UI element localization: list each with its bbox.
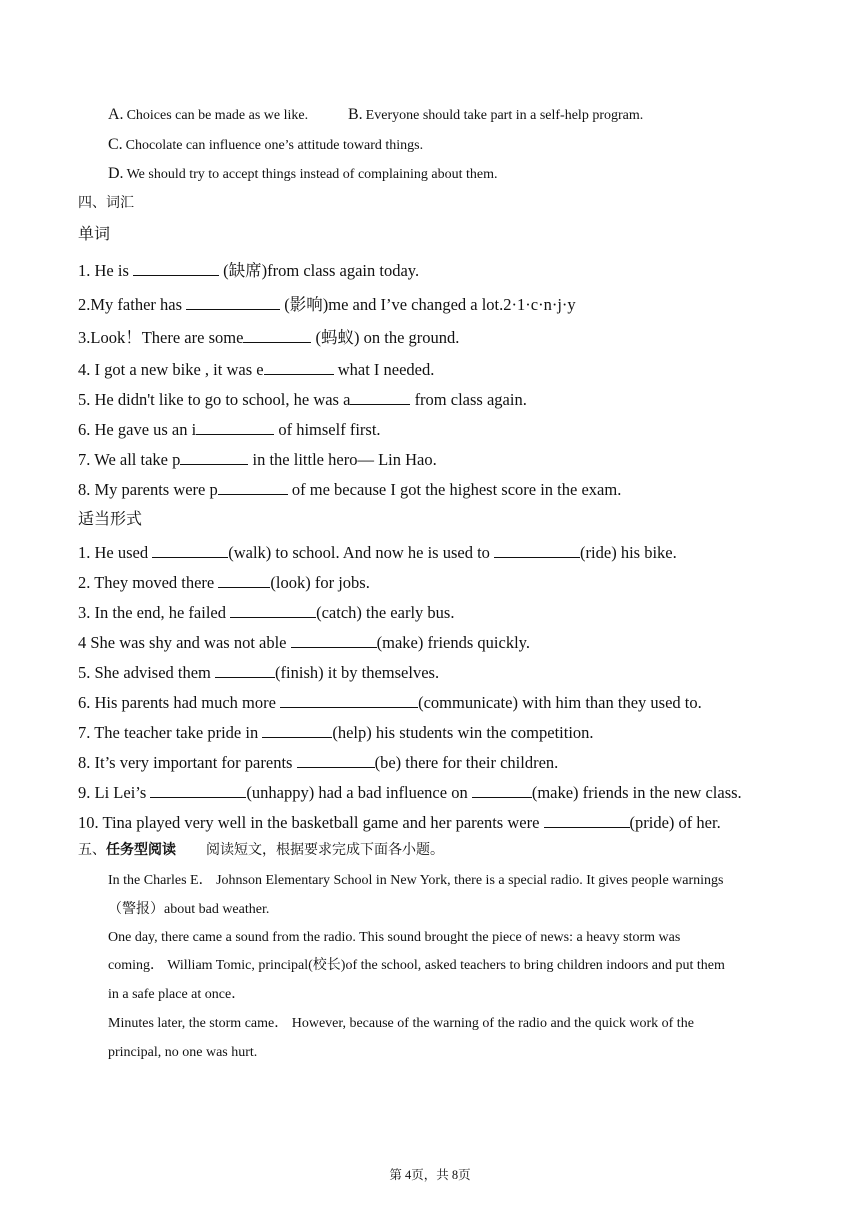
word-item-1: 1. He is (缺席)from class again today. [78, 261, 420, 280]
form-item-5: 5. She advised them (finish) it by themselves. [78, 663, 440, 682]
form-item-4: 4 She was shy and was not able (make) friends quickly. [78, 633, 530, 652]
answer-blank[interactable] [218, 573, 270, 588]
form-item-8: 8. It’s very important for parents (be) there for their children. [78, 753, 559, 772]
option-b-label: B. [348, 106, 363, 123]
passage-line-2: （警报）about bad weather. [108, 902, 270, 917]
section-5-heading [78, 843, 444, 857]
passage-line-7: principal, no one was hurt. [108, 1045, 258, 1060]
form-item-3: 3. In the end, he failed (catch) the early bus. [78, 603, 455, 622]
answer-blank[interactable] [264, 360, 334, 375]
option-d [108, 166, 498, 182]
form-item-7: 7. The teacher take pride in (help) his students win the competition. [78, 723, 594, 742]
option-row-ab [108, 107, 308, 123]
answer-blank[interactable] [186, 295, 280, 310]
section-5-number: 五、 [78, 842, 106, 858]
word-item-3: 3.Look！There are some (蚂蚁) on the ground. [78, 328, 460, 347]
form-item-6: 6. His parents had much more (communicate) with him than they used to. [78, 693, 702, 712]
section-4-heading: 四、词汇 [78, 195, 134, 211]
answer-blank[interactable] [472, 783, 532, 798]
answer-blank[interactable] [243, 328, 311, 343]
answer-blank[interactable] [218, 480, 288, 495]
answer-blank[interactable] [180, 450, 248, 465]
answer-blank[interactable] [133, 261, 219, 276]
word-item-4: 4. I got a new bike , it was e what I needed. [78, 360, 435, 379]
option-c-label: C. [108, 136, 123, 153]
option-b-text: Everyone should take part in a self-help program. [365, 108, 644, 123]
answer-blank[interactable] [215, 663, 275, 678]
form-item-2: 2. They moved there (look) for jobs. [78, 573, 370, 592]
passage-line-4: coming． William Tomic, principal(校长)of the school, asked teachers to bring children indoors and put them [108, 958, 725, 973]
word-item-2: 2.My father has (影响)me and I’ve changed a lot.2·1·c·n·j·y [78, 295, 576, 314]
answer-blank[interactable] [262, 723, 332, 738]
form-item-1: 1. He used (walk) to school. And now he is used to (ride) his bike. [78, 543, 677, 562]
answer-blank[interactable] [150, 783, 246, 798]
passage-line-3: One day, there came a sound from the radio. This sound brought the piece of news: a heavy storm was [108, 930, 681, 945]
option-d-label: D. [108, 165, 124, 182]
passage-line-5: in a safe place at once． [108, 987, 246, 1002]
section-5-title: 任务型阅读 [106, 842, 176, 858]
word-item-8: 8. My parents were p of me because I got the highest score in the exam. [78, 480, 622, 499]
word-item-7: 7. We all take p in the little hero— Lin Hao. [78, 450, 437, 469]
form-item-10: 10. Tina played very well in the basketball game and her parents were (pride) of her. [78, 813, 721, 832]
answer-blank[interactable] [297, 753, 375, 768]
option-a-text: Choices can be made as we like. [126, 108, 309, 123]
answer-blank[interactable] [230, 603, 316, 618]
answer-blank[interactable] [280, 693, 418, 708]
option-c-text: Chocolate can influence one’s attitude toward things. [125, 138, 424, 153]
forms-subheading: 适当形式 [78, 509, 143, 528]
option-a-label: A. [108, 106, 124, 123]
answer-blank[interactable] [350, 390, 410, 405]
passage-line-1: In the Charles E． Johnson Elementary School in New York, there is a special radio. It gives people warnings [108, 873, 724, 888]
word-item-6: 6. He gave us an i of himself first. [78, 420, 381, 439]
word-item-5: 5. He didn't like to go to school, he was a from class again. [78, 390, 527, 409]
section-5-instruction: 阅读短文，根据要求完成下面各小题。 [206, 842, 444, 858]
page-footer: 第 4页，共 8页 [389, 1168, 471, 1182]
passage-line-6: Minutes later, the storm came． However, because of the warning of the radio and the quick work of the [108, 1016, 694, 1031]
answer-blank[interactable] [544, 813, 630, 828]
answer-blank[interactable] [196, 420, 274, 435]
form-item-9: 9. Li Lei’s (unhappy) had a bad influence on (make) friends in the new class. [78, 783, 742, 802]
words-subheading: 单词 [78, 224, 111, 243]
option-c [108, 137, 423, 153]
answer-blank[interactable] [152, 543, 228, 558]
answer-blank[interactable] [291, 633, 377, 648]
answer-blank[interactable] [494, 543, 580, 558]
option-d-text: We should try to accept things instead of complaining about them. [126, 167, 498, 182]
option-b [348, 107, 643, 123]
